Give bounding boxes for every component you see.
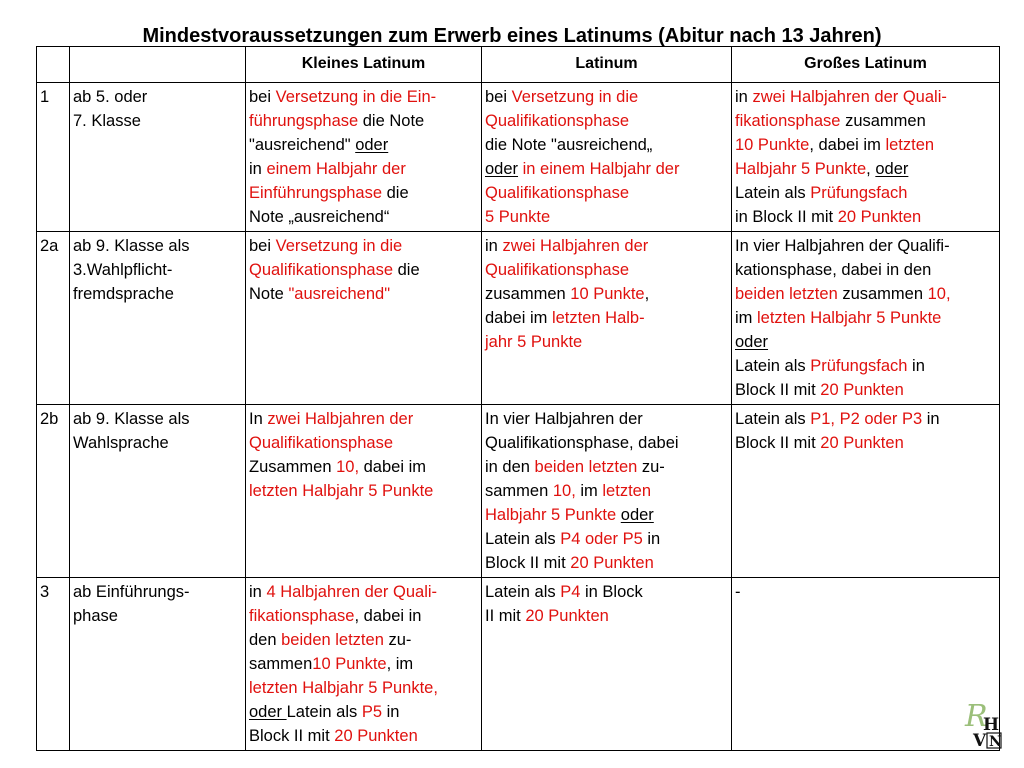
grosses-latinum-cell: In vier Halbjahren der Qualifi- kationsphase, dabei in den beiden letzten zusammen 10, im letzten Halbjahr 5 Punkte oder Latein als Prüfungsfach in Block II mit 20 Punkten: [732, 232, 1000, 405]
start-condition: ab 5. oder 7. Klasse: [70, 83, 246, 232]
table-row: [37, 83, 1000, 232]
grosses-latinum-cell: Latein als P1, P2 oder P3 in Block II mit 20 Punkten: [732, 405, 1000, 578]
row-number: 2b: [37, 405, 70, 578]
start-condition: ab Einführungs- phase: [70, 578, 246, 751]
grosses-latinum-cell: -: [732, 578, 1000, 751]
latinum-cell: in zwei Halbjahren der Qualifikationsphase zusammen 10 Punkte, dabei im letzten Halb- jahr 5 Punkte: [482, 232, 732, 405]
table-row: [37, 232, 1000, 405]
kleines-latinum-cell: bei Versetzung in die Ein- führungsphase die Note "ausreichend" oder in einem Halbjahr der Einführungsphase die Note „ausreichend“: [246, 83, 482, 232]
header-start: [70, 47, 246, 83]
latinum-cell: Latein als P4 in Block II mit 20 Punkten: [482, 578, 732, 751]
header-grosses-latinum: Großes Latinum: [732, 47, 1000, 83]
row-number: 2a: [37, 232, 70, 405]
row-number: 1: [37, 83, 70, 232]
svg-text:N: N: [989, 734, 1002, 750]
kleines-latinum-cell: In zwei Halbjahren der Qualifikationsphase Zusammen 10, dabei im letzten Halbjahr 5 Punkte: [246, 405, 482, 578]
header-num: [37, 47, 70, 83]
requirements-table: [36, 46, 1000, 751]
table-row: [37, 405, 1000, 578]
kleines-latinum-cell: in 4 Halbjahren der Quali- fikationsphase, dabei in den beiden letzten zu- sammen10 Punkte, im letzten Halbjahr 5 Punkte, oder Latein als P5 in Block II mit 20 Punkten: [246, 578, 482, 751]
grosses-latinum-cell: in zwei Halbjahren der Quali- fikationsphase zusammen 10 Punkte, dabei im letzten Halbjahr 5 Punkte, oder Latein als Prüfungsfach in Block II mit 20 Punkten: [732, 83, 1000, 232]
start-condition: ab 9. Klasse als 3.Wahlpflicht- fremdsprache: [70, 232, 246, 405]
latinum-cell: bei Versetzung in die Qualifikationsphase die Note "ausreichend„ oder in einem Halbjahr der Qualifikationsphase 5 Punkte: [482, 83, 732, 232]
latinum-cell: In vier Halbjahren der Qualifikationsphase, dabei in den beiden letzten zu- sammen 10, im letzten Halbjahr 5 Punkte oder Latein als P4 oder P5 in Block II mit 20 Punkten: [482, 405, 732, 578]
kleines-latinum-cell: bei Versetzung in die Qualifikationsphase die Note "ausreichend": [246, 232, 482, 405]
svg-text:V: V: [973, 731, 987, 750]
rhvn-logo: [963, 700, 1007, 750]
svg-text:R: R: [965, 700, 988, 734]
row-number: 3: [37, 578, 70, 751]
start-condition: ab 9. Klasse als Wahlsprache: [70, 405, 246, 578]
page-title: Mindestvoraussetzungen zum Erwerb eines Latinums (Abitur nach 13 Jahren): [142, 25, 882, 47]
table-row: [37, 578, 1000, 751]
header-row: [37, 47, 1000, 83]
header-latinum: Latinum: [482, 47, 732, 83]
header-kleines-latinum: Kleines Latinum: [246, 47, 482, 83]
table-body: [37, 83, 1000, 751]
svg-text:H: H: [983, 715, 1000, 735]
